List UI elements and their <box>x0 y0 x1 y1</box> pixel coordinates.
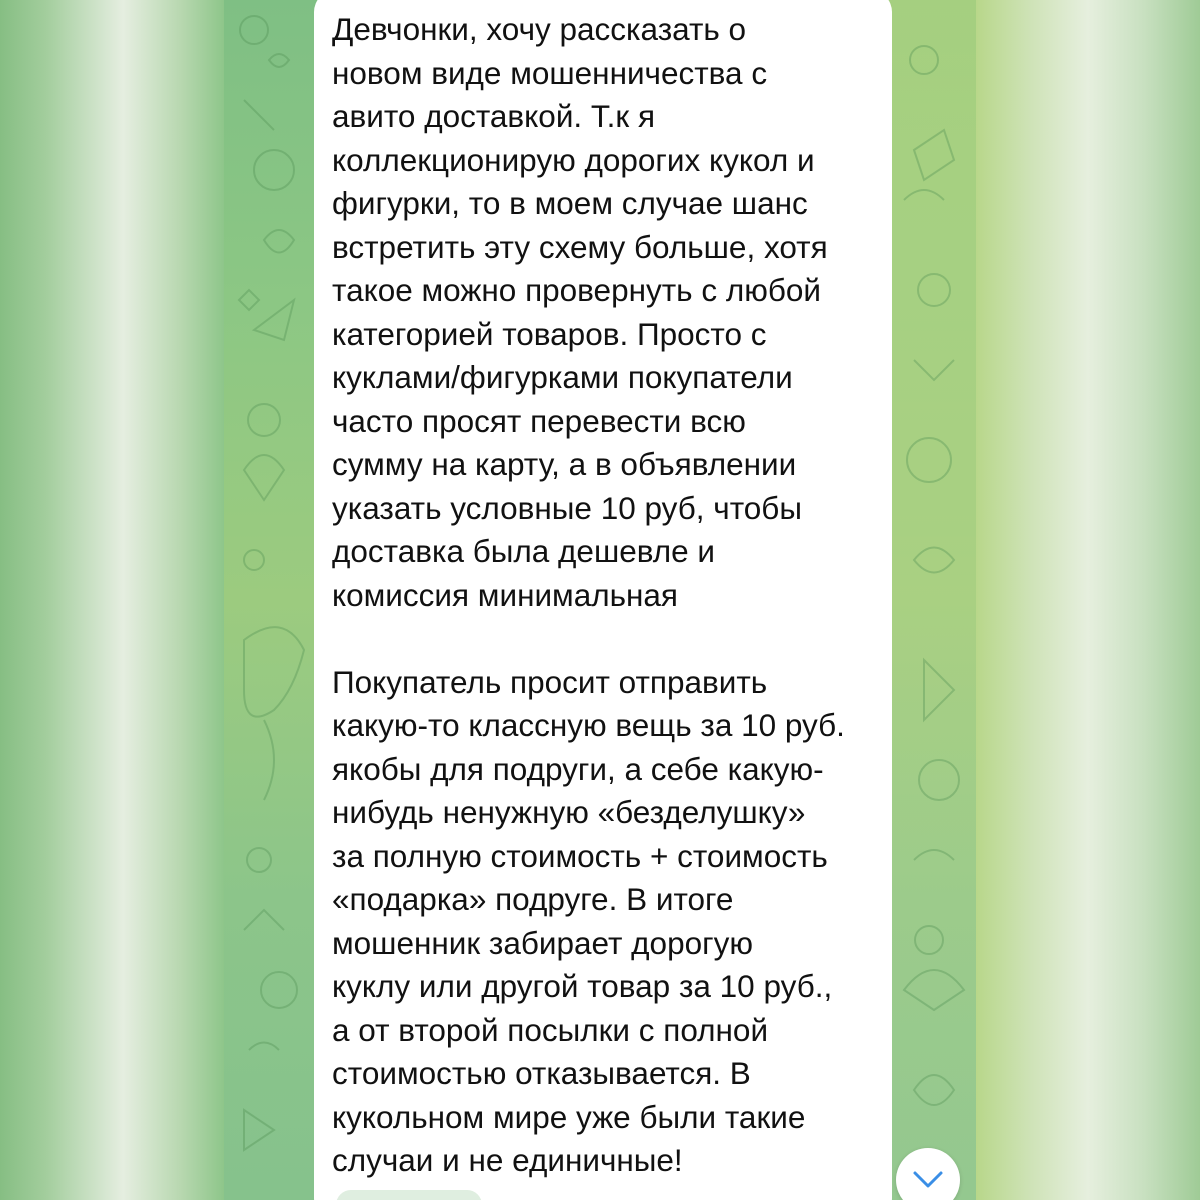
message-line: нибудь ненужную «безделушку» <box>332 794 806 830</box>
message-line: а от второй посылки с полной <box>332 1011 769 1048</box>
paragraph-gap <box>332 617 892 661</box>
message-line: якобы для подруги, а себе какую- <box>332 750 824 787</box>
message-line: указать условные 10 руб, чтобы <box>332 489 802 526</box>
chevron-down-icon <box>912 1170 944 1190</box>
message-line: коллекционирую дорогих кукол и <box>332 141 815 178</box>
message-line: какую-то классную вещь за 10 руб. <box>332 707 845 743</box>
message-line: Девчонки, хочу рассказать о <box>332 11 747 47</box>
message-line: сумму на карту, а в объявлении <box>332 446 797 482</box>
reaction-chip[interactable] <box>336 1190 482 1200</box>
message-line: кукольном мире уже были такие <box>332 1098 806 1135</box>
message-line: «подарка» подруге. В итоге <box>332 881 734 917</box>
message-text <box>332 8 892 1183</box>
message-line: авито доставкой. Т.к я <box>332 98 656 134</box>
chat-area[interactable] <box>224 0 976 1200</box>
message-line: Покупатель просит отправить <box>332 663 768 700</box>
message-line: стоимостью отказывается. В <box>332 1055 751 1091</box>
message-line: категорией товаров. Просто с <box>332 315 767 352</box>
message-line: встретить эту схему больше, хотя <box>332 228 828 265</box>
message-line: комиссия минимальная <box>332 576 678 613</box>
message-line: мошенник забирает дорогую <box>332 924 753 961</box>
blurred-background-right <box>976 0 1200 1200</box>
message-line: случаи и не единичные! <box>332 1142 683 1178</box>
message-line: фигурки, то в моем случае шанс <box>332 185 808 221</box>
blurred-background-left <box>0 0 224 1200</box>
message-line: такое можно провернуть с любой <box>332 272 821 308</box>
message-line: куклу или другой товар за 10 руб., <box>332 968 833 1004</box>
message-line: за полную стоимость + стоимость <box>332 837 828 874</box>
message-line: доставка была дешевле и <box>332 533 715 569</box>
message-line: куклами/фигурками покупатели <box>332 359 793 395</box>
message-line: часто просят перевести всю <box>332 402 746 439</box>
message-line: новом виде мошенничества с <box>332 54 768 91</box>
